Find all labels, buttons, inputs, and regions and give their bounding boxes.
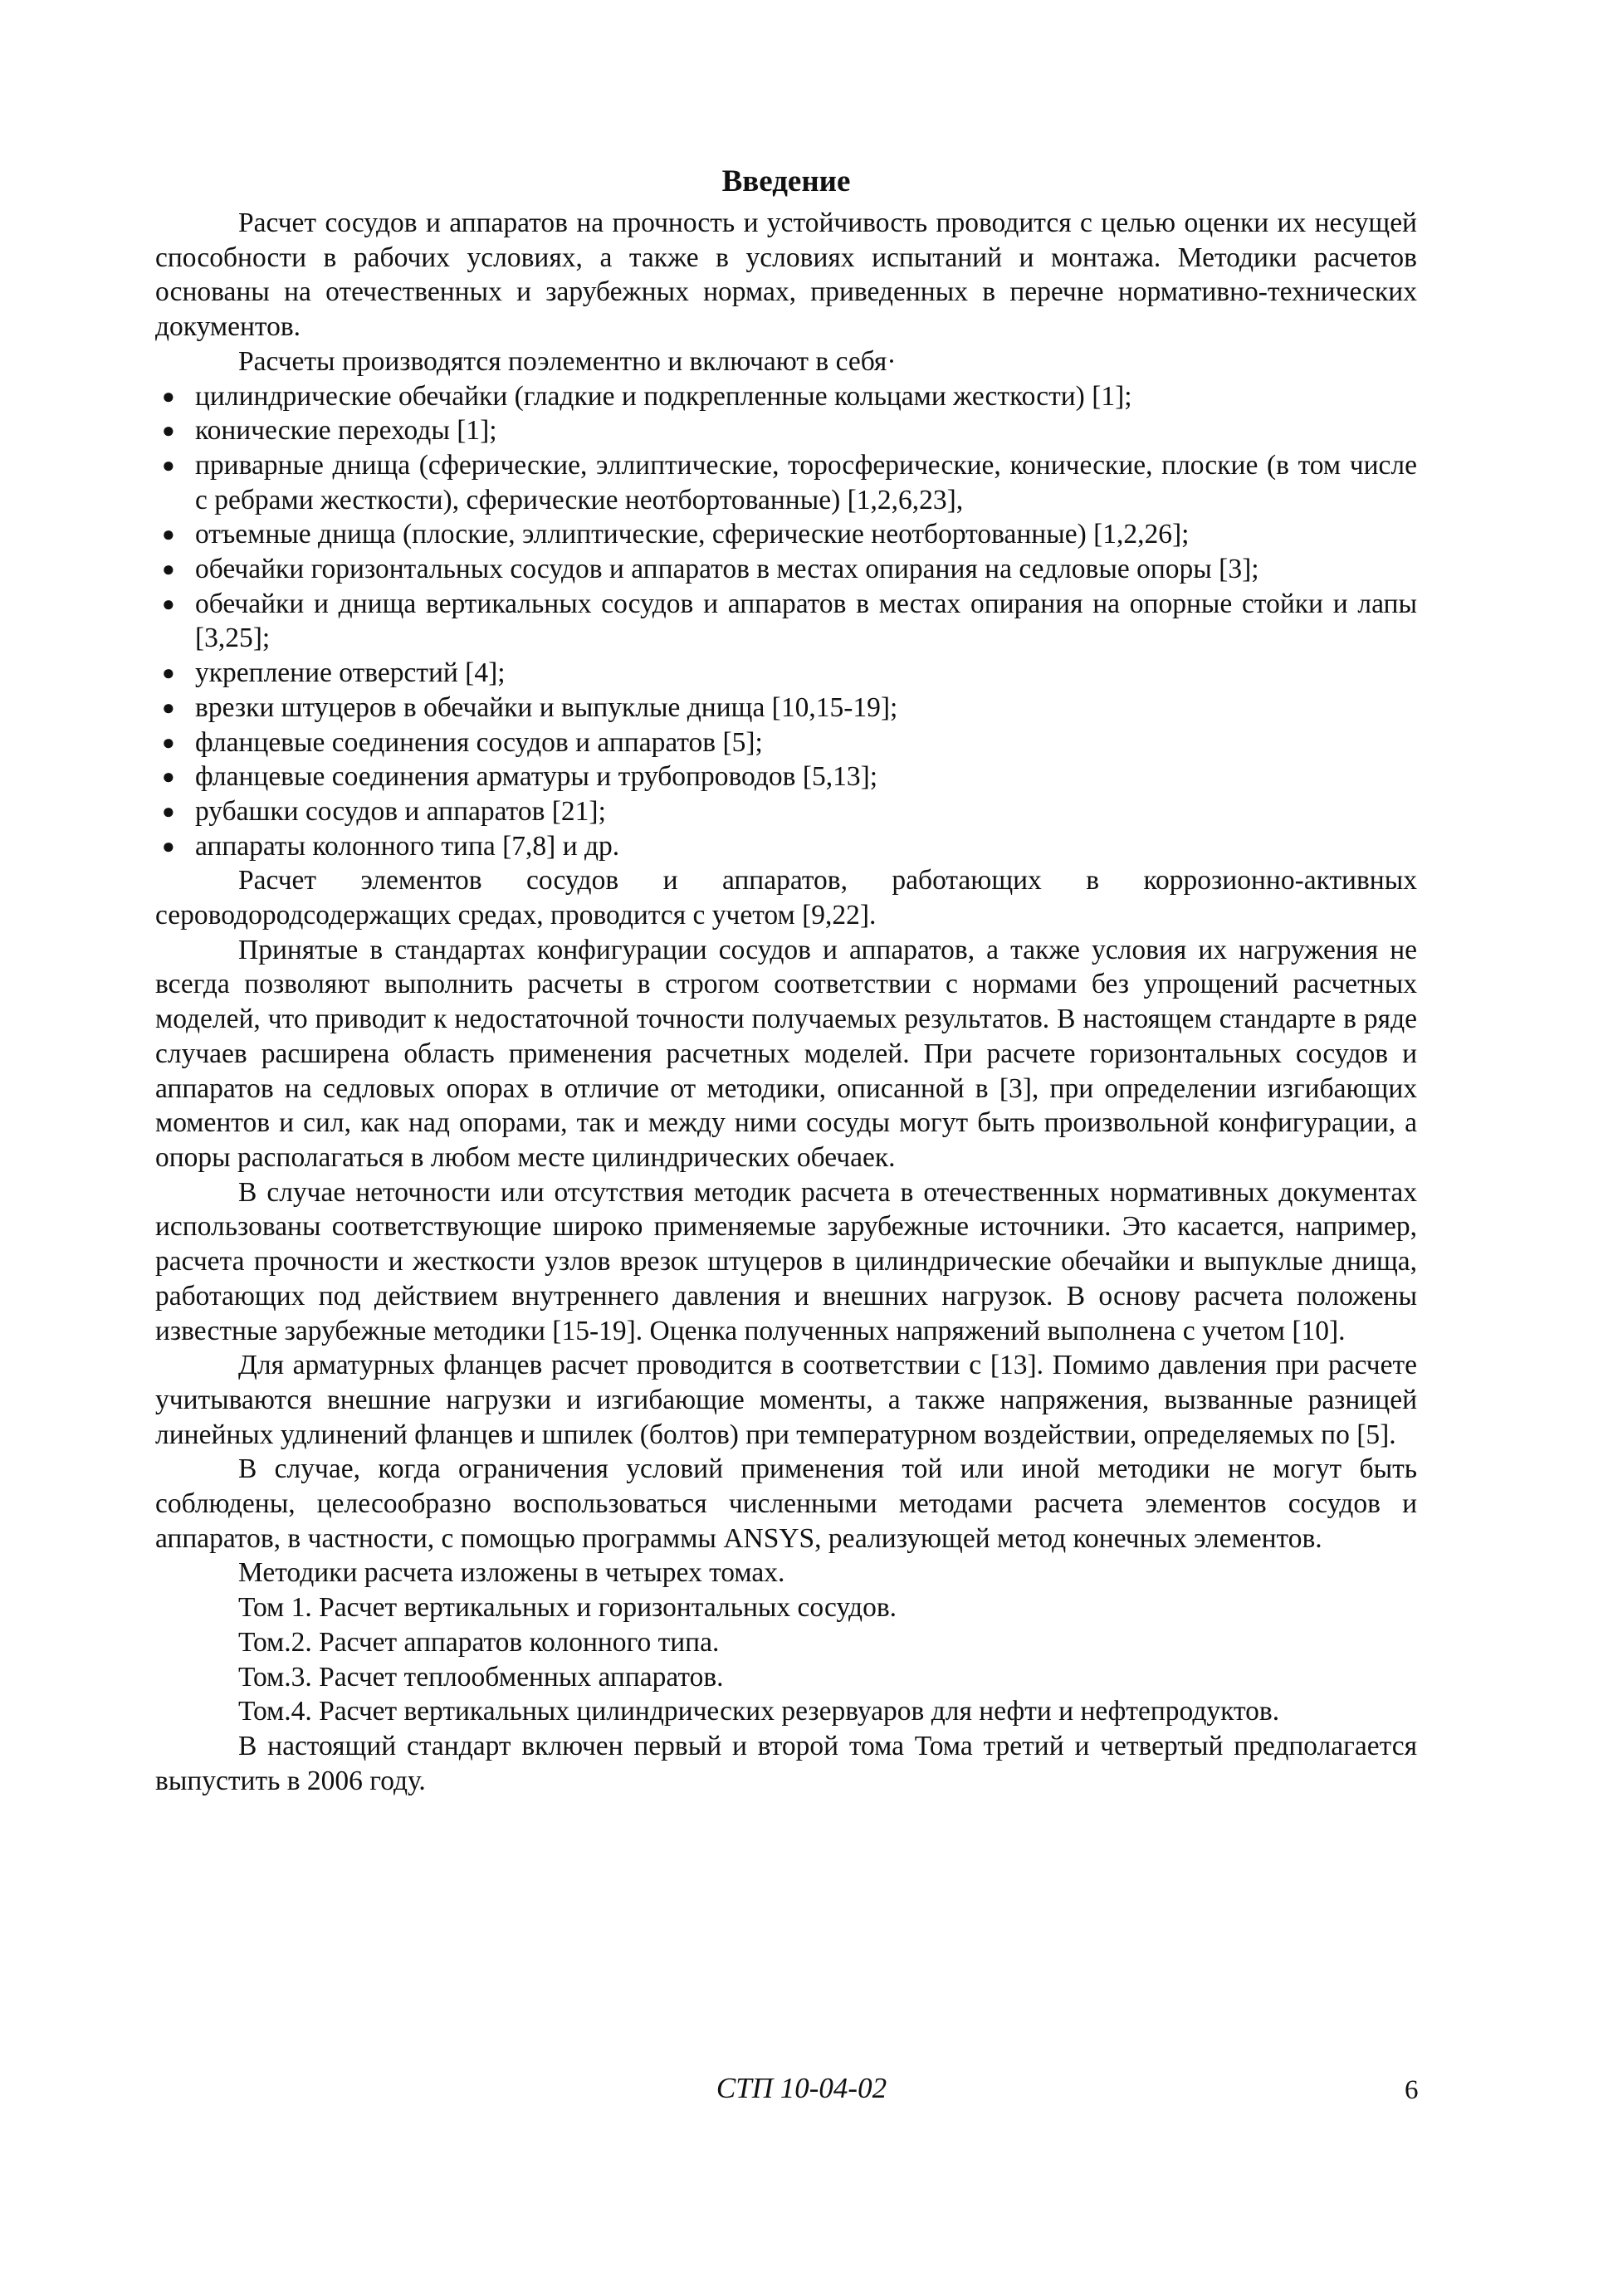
bullet-icon: ● bbox=[162, 730, 175, 755]
list-item: ● обечайки горизонтальных сосудов и аппаратов в местах опирания на седловые опоры [3]; bbox=[195, 552, 1417, 587]
paragraph-volumes-intro: Методики расчета изложены в четырех томах. bbox=[238, 1557, 785, 1589]
bullet-icon: ● bbox=[162, 557, 175, 582]
paragraph-corrosion: Расчет элементов сосудов и аппаратов, работающих в коррозионно-активных сероводородсодержащих средах, проводится с учетом [9,22]. bbox=[155, 865, 1417, 931]
bullet-icon: ● bbox=[162, 522, 175, 547]
paragraph-intro: Расчет сосудов и аппаратов на прочность и устойчивость проводится с целью оценки их несущей способности в рабочих условиях, а также в условиях испытаний и монтажа. Методики расчетов основаны на отечественных и зарубежных нормах, приведенных в перечне нормативно-технических документов. bbox=[155, 208, 1417, 343]
bullet-icon: ● bbox=[162, 591, 175, 616]
volume-item: Том.4. Расчет вертикальных цилиндрических резервуаров для нефти и нефтепродуктов. bbox=[238, 1696, 1280, 1727]
paragraph-list-intro: Расчеты производятся поэлементно и включают в себя· bbox=[238, 345, 897, 377]
paragraph-numerical-methods: В случае, когда ограничения условий применения той или иной методики не могут быть соблюдены, целесообразно воспользоваться численными методами расчета элементов сосудов и аппаратов, в частности, с помощью программы ANSYS, реализующей метод конечных элементов. bbox=[155, 1453, 1417, 1554]
list-item: ● аппараты колонного типа [7,8] и др. bbox=[195, 829, 1417, 864]
page-content bbox=[155, 163, 1417, 1798]
bullet-list bbox=[155, 379, 1417, 864]
bullet-icon: ● bbox=[162, 383, 175, 408]
bullet-icon: ● bbox=[162, 833, 175, 858]
list-item: ● укрепление отверстий [4]; bbox=[195, 656, 1417, 691]
list-item: ● рубашки сосудов и аппаратов [21]; bbox=[195, 794, 1417, 829]
volume-item: Том.2. Расчет аппаратов колонного типа. bbox=[238, 1626, 720, 1658]
paragraph-foreign-sources: В случае неточности или отсутствия методик расчета в отечественных нормативных документах использованы соответствующие широко применяемые зарубежные источники. Это касается, например, расчета прочности и жесткости узлов врезок штуцеров в цилиндрические обечайки и выпуклые днища, работающих под действием внутреннего давления и внешних нагрузок. В основу расчета положены известные зарубежные методики [15-19]. Оценка полученных напряжений выполнена с учетом [10]. bbox=[155, 1176, 1417, 1346]
paragraph-configurations: Принятые в стандартах конфигурации сосудов и аппаратов, а также условия их нагружения не всегда позволяют выполнить расчеты в строгом соответствии с нормами без упрощений расчетных моделей, что приводит к недостаточной точности получаемых результатов. В настоящем стандарте в ряде случаев расширена область применения расчетных моделей. При расчете горизонтальных сосудов и аппаратов на седловых опорах в отличие от методики, описанной в [3], при определении изгибающих моментов и сил, как над опорами, так и между ними сосуды могут быть произвольной конфигурации, а опоры располагаться в любом месте цилиндрических обечаек. bbox=[155, 934, 1417, 1173]
list-item: ● фланцевые соединения сосудов и аппаратов [5]; bbox=[195, 725, 1417, 760]
document-code: СТП 10-04-02 bbox=[716, 2072, 887, 2104]
bullet-icon: ● bbox=[162, 799, 175, 823]
list-item: ● цилиндрические обечайки (гладкие и подкрепленные кольцами жесткости) [1]; bbox=[195, 379, 1417, 414]
page-number: 6 bbox=[1405, 2075, 1419, 2105]
bullet-icon: ● bbox=[162, 452, 175, 477]
list-item: ● врезки штуцеров в обечайки и выпуклые днища [10,15-19]; bbox=[195, 691, 1417, 725]
paragraph-conclusion: В настоящий стандарт включен первый и второй тома Тома третий и четвертый предполагается выпустить в 2006 году. bbox=[155, 1730, 1417, 1796]
bullet-icon: ● bbox=[162, 765, 175, 789]
bullet-icon: ● bbox=[162, 661, 175, 686]
bullet-icon: ● bbox=[162, 418, 175, 443]
list-item: ● конические переходы [1]; bbox=[195, 413, 1417, 448]
section-title: Введение bbox=[721, 164, 851, 198]
list-item: ● отъемные днища (плоские, эллиптические, сферические неотбортованные) [1,2,26]; bbox=[195, 517, 1417, 552]
list-item: ● фланцевые соединения арматуры и трубопроводов [5,13]; bbox=[195, 760, 1417, 794]
list-item: ● обечайки и днища вертикальных сосудов и аппаратов в местах опирания на опорные стойки и лапы [3,25]; bbox=[162, 588, 1417, 654]
bullet-icon: ● bbox=[162, 695, 175, 720]
list-item: ● приварные днища (сферические, эллиптические, торосферические, конические, плоские (в том числе с ребрами жесткости), сферические неотбортованные) [1,2,6,23], bbox=[162, 449, 1417, 515]
volume-item: Том 1. Расчет вертикальных и горизонтальных сосудов. bbox=[238, 1592, 897, 1624]
paragraph-flanges: Для арматурных фланцев расчет проводится в соответствии с [13]. Помимо давления при расчете учитываются внешние нагрузки и изгибающие моменты, а также напряжения, вызванные разницей линейных удлинений фланцев и шпилек (болтов) при температурном воздействии, определяемых по [5]. bbox=[155, 1350, 1417, 1450]
volume-item: Том.3. Расчет теплообменных аппаратов. bbox=[238, 1661, 724, 1693]
